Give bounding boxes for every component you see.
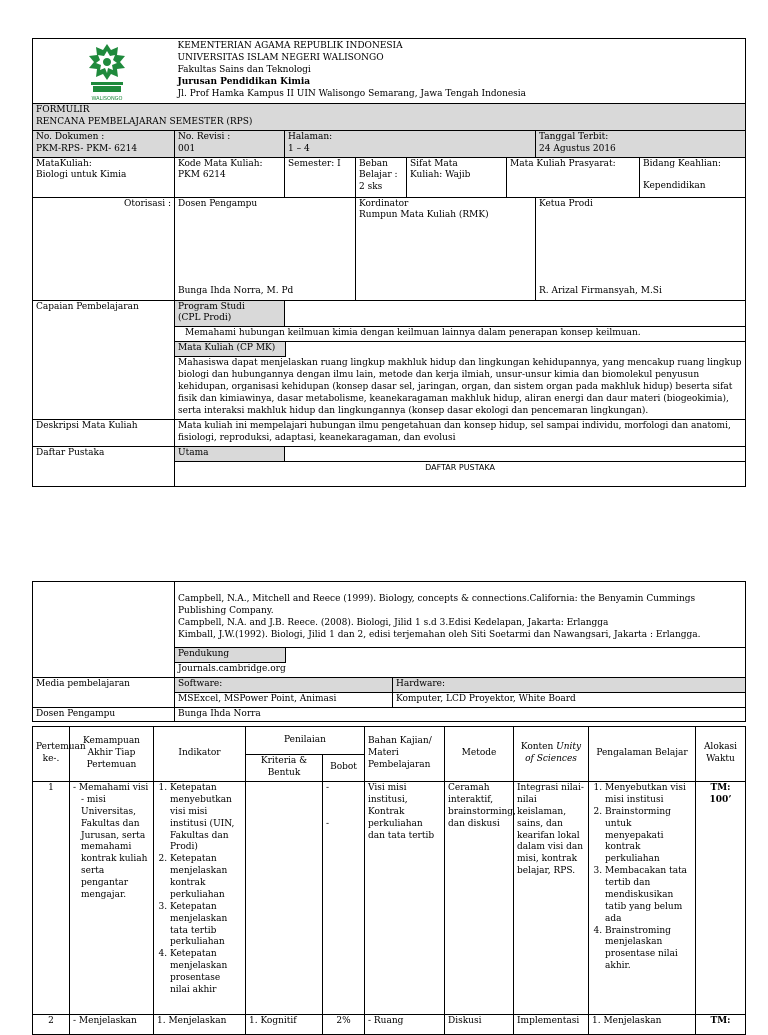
support-label: Pendukung [175,648,286,663]
criteria-header: Kriteria & Bentuk [260,756,308,778]
material-text: Visi misi institusi, Kontrak perkuliahan dan tata tertib [368,783,435,841]
meeting-header: Pertemuan ke-. [36,742,86,764]
department-name: Jurusan Pendidikan Kimia [177,76,311,87]
form-subtitle: RENCANA PEMBELAJARAN SEMESTER (RPS) [36,116,253,127]
coordinator-rmk: Rumpun Mata Kuliah (RMK) [359,210,489,221]
head-label: Ketua Prodi [539,198,593,209]
lecturer-name: Bunga Ihda Norra, M. Pd [178,285,294,296]
content-text: Implementasi [517,1016,580,1026]
method-header: Metode [461,748,497,759]
weight-value: 2% [336,1016,351,1026]
description-label: Deskripsi Mata Kuliah [36,421,138,432]
head-name: R. Arizal Firmansyah, M.Si [539,285,662,296]
description-text: Mata kuliah ini mempelajari hubungan ilmu pengetahuan dan konsep hidup, sel sampai individu, morfologi dan anatomi, fisiologi, reproduksi, adaptasi, keanekaragaman, dan evolusi [178,421,731,443]
assessment-header: Penilaian [284,734,326,745]
experience-item: 3. Membacakan tata tertib dan mendiskusikan tatib yang belum ada [605,866,692,925]
cpmk-label: Mata Kuliah (CP MK) [175,342,286,357]
indicator-item: 4. Ketepatan menjelaskan prosentase nilai akhir [170,949,242,997]
doc-no: PKM-RPS- PKM- 6214 [36,143,138,154]
page-range: 1 – 4 [288,143,310,154]
software: MSExcel, MSPower Point, Animasi [178,693,337,704]
indicator-header: Indikator [178,748,221,759]
experience-item: 2. Brainstorming untuk menyepakati kontrak perkuliahan [605,807,692,866]
meeting-no: 1 [48,783,54,793]
ability-header: Kemampuan Akhir Tiap Pertemuan [83,736,140,770]
support-reference: Journals.cambridge.org [178,663,286,674]
revision: 001 [178,143,196,154]
faculty-name: Fakultas Sains dan Teknologi [177,64,311,75]
course-nature-label: Sifat Mata [410,158,458,169]
authorization-label: Otorisasi : [124,198,171,209]
indicator-item: 1. Ketepatan menyebutkan visi misi institusi (UIN, Fakultas dan Prodi) [170,783,242,854]
rps-continuation-table [32,581,746,722]
lecturer-label: Dosen Pengampu [178,198,258,209]
address: Jl. Prof Hamka Kampus II UIN Walisongo Semarang, Jawa Tengah Indonesia [177,88,527,99]
weight-value: - [326,818,330,829]
table-row [33,1015,746,1035]
semester: Semester: I [288,158,341,169]
content-header-label: Konten [520,742,554,753]
rps-form-table [32,38,746,487]
cpl-label-2: (CPL Prodi) [178,313,232,324]
content-text: Integrasi nilai-nilai keislaman, sains, dan kearifan lokal dalam visi dan misi, kontrak belajar, RPS. [517,783,584,877]
weight-value: - [326,783,330,793]
software-label: Software: [178,678,223,689]
expertise-label: Bidang Keahlian: [643,158,721,169]
cpl-text: Memahami hubungan keilmuan kimia dengan keilmuan lainnya dalam penerapan konsep keilmuan. [185,328,641,339]
ability-text: - Memahami visi - misi Universitas, Fakultas dan Jurusan, serta memahami kontrak kuliah serta pengantar mengajar. [81,783,150,902]
time-label: TM: [710,783,731,793]
hardware-label: Hardware: [396,678,446,689]
time-header: Alokasi Waktu [703,742,738,764]
method-text: Ceramah interaktif, brainstorming, dan diskusi [448,783,516,829]
course-nature: Kuliah: Wajib [410,170,471,181]
doc-no-label: No. Dokumen : [36,131,105,142]
criteria-text: 1. Kognitif [249,1016,297,1026]
main-references-label: Utama [178,447,209,458]
credit-load-label-2: Belajar : [359,170,398,181]
cpl-label: Program Studi [178,301,245,312]
table-row [33,782,746,1015]
credit-load-label: Beban [359,158,388,169]
reference-2: Campbell, N.A. and J.B. Reece. (2008). Biologi, Jilid 1 s.d 3.Edisi Kedelapan, Jakarta: Erlangga [178,617,609,628]
ability-text: - Menjelaskan [73,1016,137,1026]
weekly-plan-table [32,726,746,1035]
weight-header: Bobot [330,762,357,773]
lecturer-label-2: Dosen Pengampu [36,708,116,719]
lecturer-name-2: Bunga Ihda Norra [178,708,261,719]
experience-item: 1. Menjelaskan [592,1016,662,1026]
course-label: MataKuliah: [36,158,92,169]
hardware: Komputer, LCD Proyektor, White Board [396,693,576,704]
university-logo [33,39,175,104]
svg-text:WALISONGO: WALISONGO [91,96,123,102]
indicator-item: 1. Menjelaskan [157,1016,227,1026]
reference-3: Kimball, J.W.(1992). Biologi, Jilid 1 dan 2, edisi terjemahan oleh Siti Soetarmi dan Nawangsari, Jakarta : Erlangga. [178,629,701,640]
time-label: TM: [710,1016,731,1026]
references-heading: DAFTAR PUSTAKA [425,462,495,472]
form-title: FORMULIR [36,105,90,115]
credit-load: 2 sks [359,182,383,193]
experience-item: 4. Brainstroming menjelaskan prosentase nilai akhir. [605,926,692,974]
issue-date-label: Tanggal Terbit: [539,131,609,142]
expertise: Kependidikan [643,181,706,192]
material-text: - Ruang [368,1016,404,1026]
university-name: UNIVERSITAS ISLAM NEGERI WALISONGO [177,52,384,63]
course-name: Biologi untuk Kimia [36,170,127,181]
indicator-item: 3. Ketepatan menjelaskan tata tertib perkuliahan [170,902,242,950]
coordinator-label: Kordinator [359,198,409,209]
revision-label: No. Revisi : [178,131,231,142]
course-code-label: Kode Mata Kuliah: [178,158,263,169]
references-label: Daftar Pustaka [36,447,105,458]
issue-date: 24 Agustus 2016 [539,143,616,154]
content-header [517,742,585,766]
indicator-item: 2. Ketepatan menjelaskan kontrak perkuliahan [170,854,242,902]
media-label: Media pembelajaran [36,678,130,689]
outcome-label: Capaian Pembelajaran [36,301,139,312]
content-header-unity: Unity of Sciences [525,742,582,764]
prerequisite-label: Mata Kuliah Prasyarat: [510,158,616,169]
cpmk-text: Mahasiswa dapat menjelaskan ruang lingkup makhluk hidup dan lingkungan kehidupannya, yang mencakup ruang lingkup biologi dan hubungannya dengan ilmu lain, metode dan kerja ilmiah, unsur-unsur kimia dan biomolekul penyusun kehidupan, organisasi kehidupan (konsep dasar sel, jaringan, organ, dan sistem organ pada makhluk hidup) beserta sifat fisik dan kimiawinya, dasar metabolisme, keanekaragaman makhluk hidup, aliran energi dan daur materi (biogeokimia), serta interaksi makhluk hidup dan lingkungannya (konsep dasar ekologi dan pencemaran lingkungan). [178,358,742,416]
experience-item: 1. Menyebutkan visi misi institusi [605,783,692,807]
page-label: Halaman: [288,131,333,142]
material-header: Bahan Kajian/ Materi Pembelajaran [368,736,432,770]
reference-1: Campbell, N.A., Mitchell and Reece (1999). Biology, concepts & connections.California: the Benyamin Cummings Publishing Company. [178,594,696,616]
experience-header: Pengalaman Belajar [596,748,688,759]
course-code: PKM 6214 [178,170,226,181]
method-text: Diskusi [448,1016,482,1026]
ministry-name: KEMENTERIAN AGAMA REPUBLIK INDONESIA [177,41,403,51]
time-value: 100’ [709,794,732,805]
meeting-no: 2 [48,1016,54,1026]
